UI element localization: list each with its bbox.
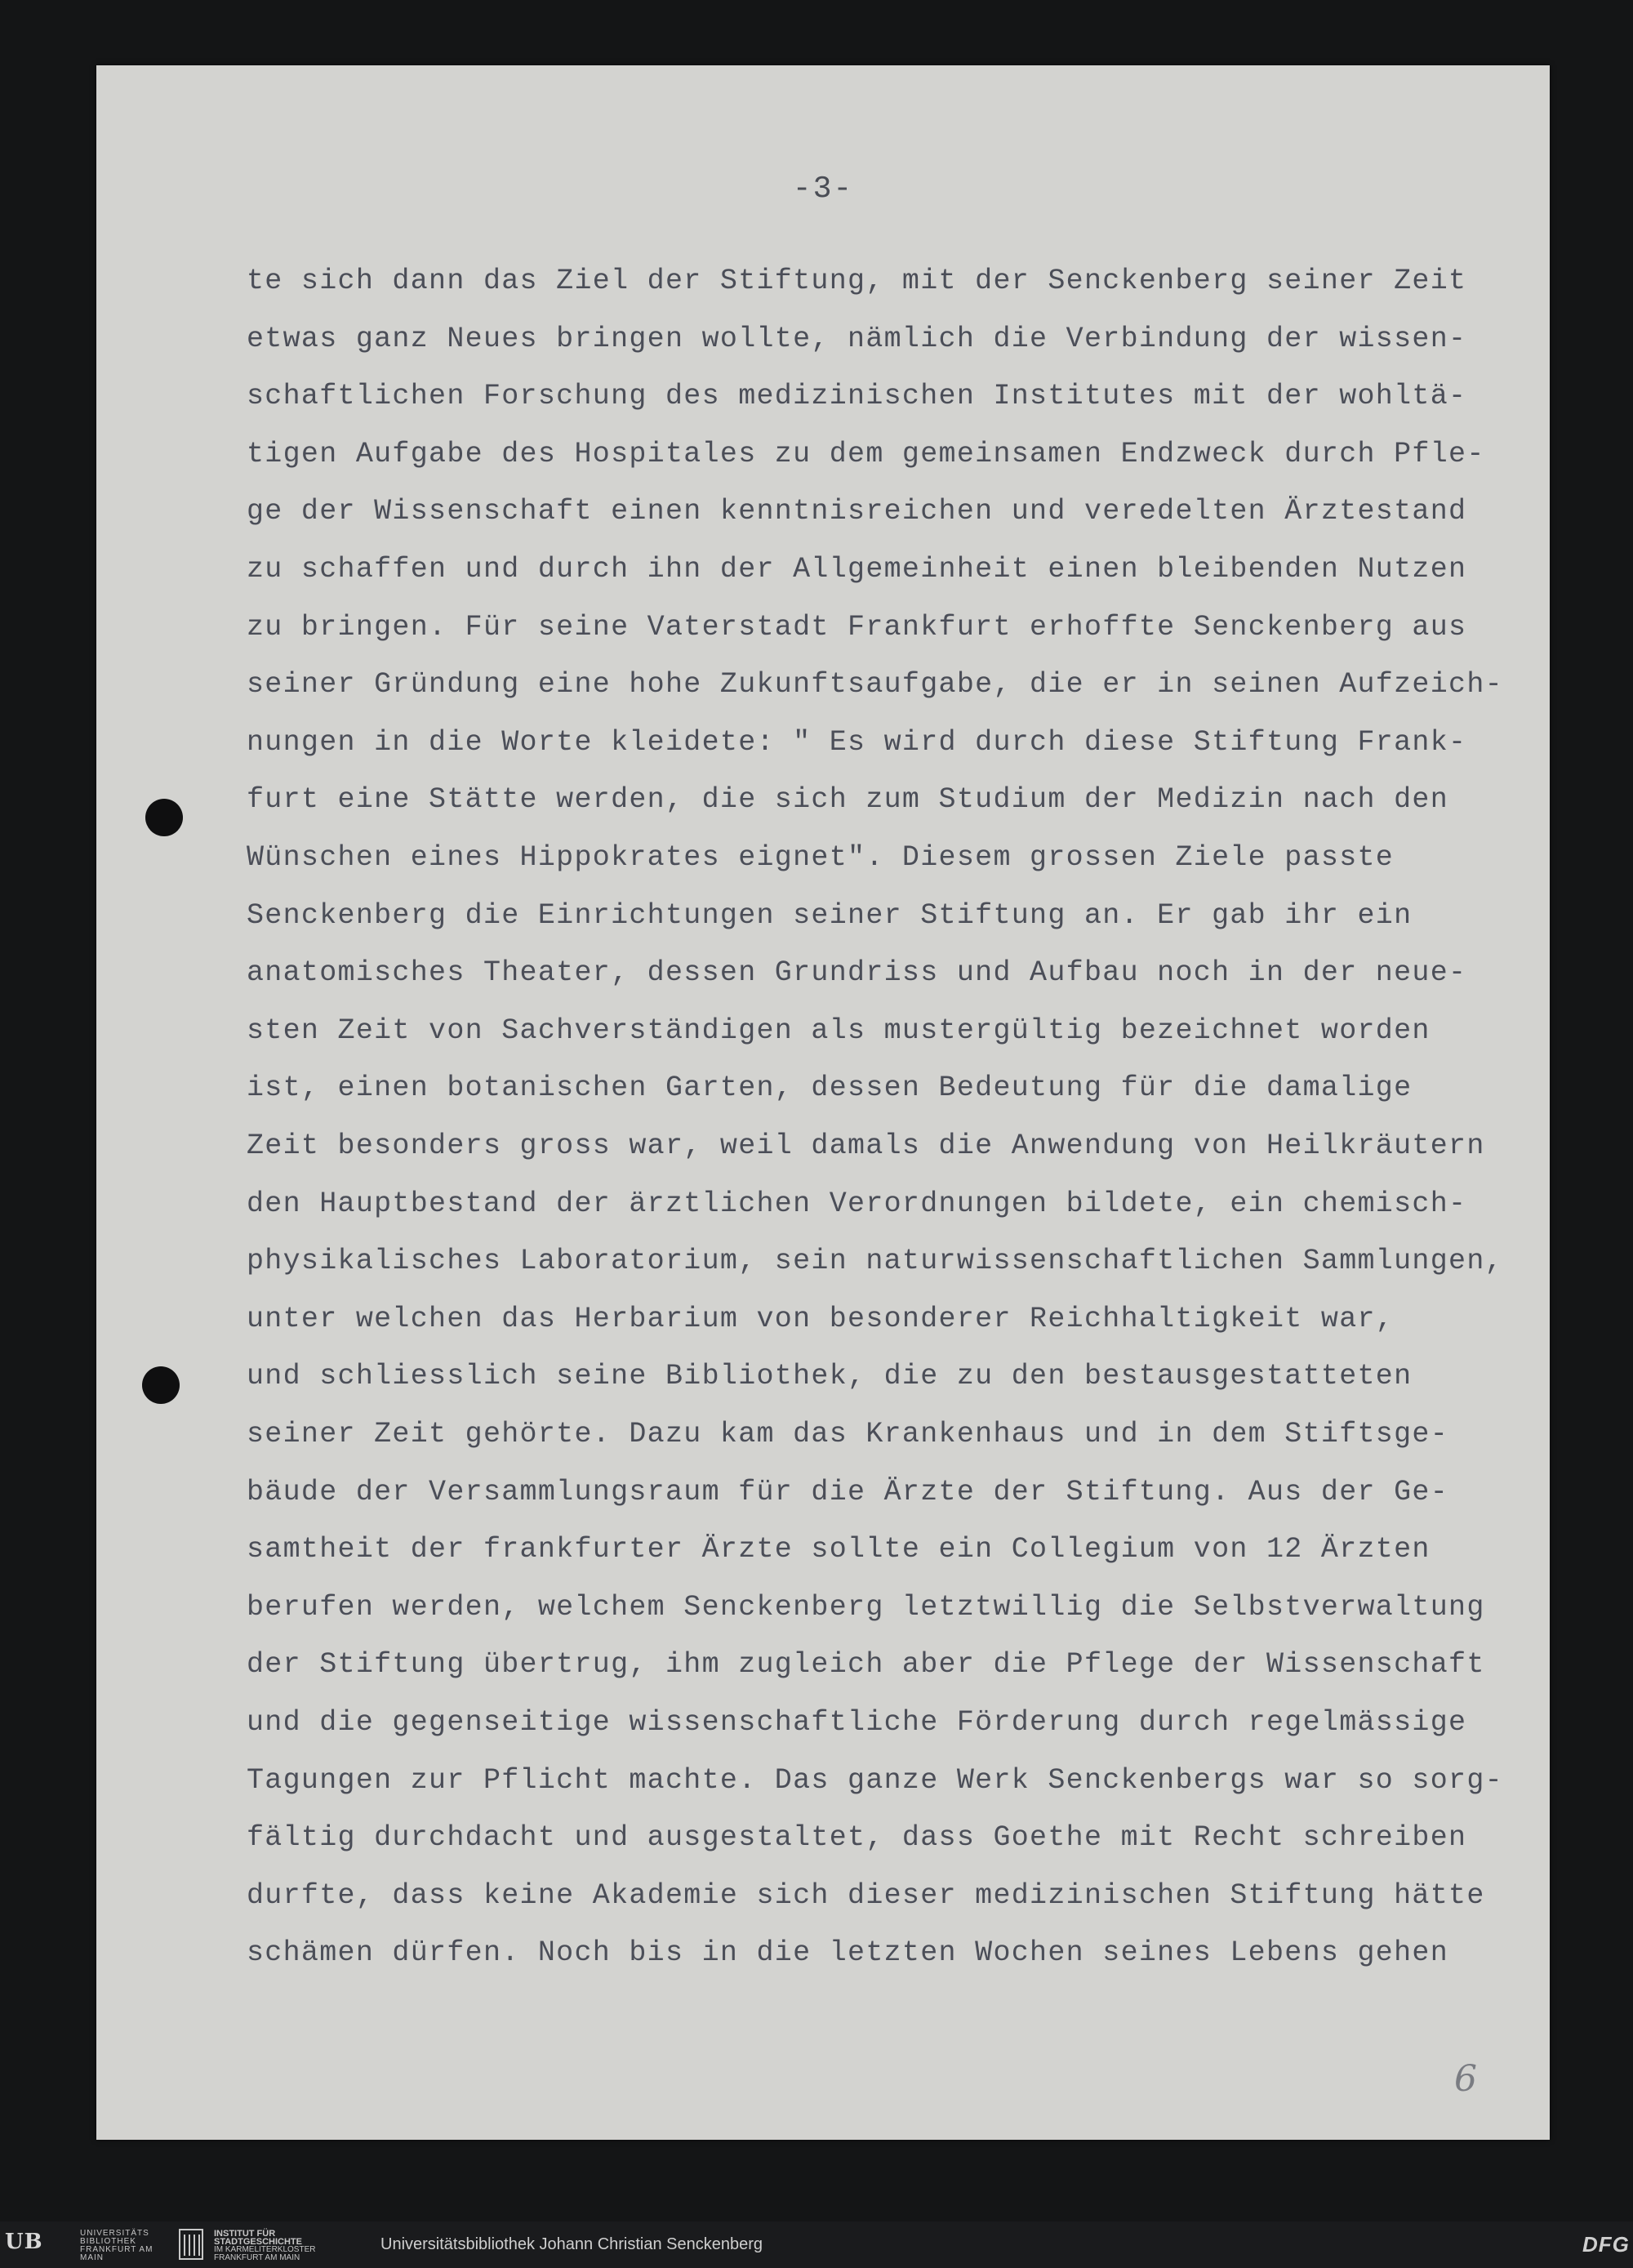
- punch-hole-lower: [142, 1366, 180, 1404]
- dfg-logo: DFG: [1582, 2232, 1630, 2257]
- text-line: anatomisches Theater, dessen Grundriss und Aufbau noch in der neue-: [247, 956, 1467, 990]
- text-line: berufen werden, welchem Senckenberg letztwillig die Selbstverwaltung: [247, 1590, 1485, 1624]
- text-line: Tagungen zur Pflicht machte. Das ganze Werk Senckenbergs war so sorg-: [247, 1763, 1503, 1797]
- punch-hole-upper: [145, 799, 183, 836]
- ub-logo-line: UNIVERSITÄTS: [80, 2229, 149, 2238]
- text-line: te sich dann das Ziel der Stiftung, mit der Senckenberg seiner Zeit: [247, 265, 1467, 297]
- isg-logo-text: [214, 2230, 345, 2262]
- document-page: [96, 65, 1550, 2140]
- text-line: schaftlichen Forschung des medizinischen Institutes mit der wohltä-: [247, 380, 1467, 413]
- text-line: seiner Gründung eine hohe Zukunftsaufgabe, die er in seinen Aufzeich-: [247, 668, 1503, 702]
- isg-logo-line: IM KARMELITERKLOSTER: [214, 2245, 316, 2254]
- text-line: physikalisches Laboratorium, sein naturwissenschaftlichen Sammlungen,: [247, 1245, 1503, 1278]
- ub-logo-line: BIBLIOTHEK: [80, 2237, 136, 2246]
- handwritten-folio-number: 6: [1454, 2058, 1477, 2100]
- page-number: -3-: [792, 172, 854, 207]
- ub-logo: UB: [5, 2230, 43, 2254]
- text-line: nungen in die Worte kleidete: " Es wird durch diese Stiftung Frank-: [247, 725, 1467, 759]
- text-line: Zeit besonders gross war, weil damals die Anwendung von Heilkräutern: [247, 1130, 1485, 1162]
- text-line: fältig durchdacht und ausgestaltet, dass Goethe mit Recht schreiben: [247, 1821, 1467, 1855]
- ub-logo-line: FRANKFURT AM MAIN: [80, 2245, 154, 2262]
- text-line: zu schaffen und durch ihn der Allgemeinheit einen bleibenden Nutzen: [247, 553, 1467, 586]
- text-line: etwas ganz Neues bringen wollte, nämlich die Verbindung der wissen-: [247, 322, 1467, 355]
- footer-caption: Universitätsbibliothek Johann Christian Senckenberg: [380, 2235, 763, 2253]
- ub-logo-text: [80, 2230, 170, 2262]
- text-line: Senckenberg die Einrichtungen seiner Stiftung an. Er gab ihr ein: [247, 898, 1413, 932]
- text-line: bäude der Versammlungsraum für die Ärzte der Stiftung. Aus der Ge-: [247, 1475, 1449, 1508]
- text-line: Wünschen eines Hippokrates eignet". Diesem grossen Ziele passte: [247, 841, 1395, 874]
- text-line: sten Zeit von Sachverständigen als mustergültig bezeichnet worden: [247, 1014, 1431, 1047]
- isg-logo-line: INSTITUT FÜR: [214, 2229, 276, 2239]
- text-line: und schliesslich seine Bibliothek, die zu den bestausgestatteten: [247, 1360, 1413, 1393]
- isg-logo-line: FRANKFURT AM MAIN: [214, 2253, 300, 2262]
- text-line: den Hauptbestand der ärztlichen Verordnungen bildete, ein chemisch-: [247, 1187, 1467, 1220]
- text-line: tigen Aufgabe des Hospitales zu dem gemeinsamen Endzweck durch Pfle-: [247, 437, 1485, 470]
- text-line: der Stiftung übertrug, ihm zugleich aber die Pflege der Wissenschaft: [247, 1648, 1485, 1682]
- text-line: unter welchen das Herbarium von besonderer Reichhaltigkeit war,: [247, 1302, 1395, 1335]
- text-line: und die gegenseitige wissenschaftliche Förderung durch regelmässige: [247, 1706, 1467, 1739]
- isg-logo-line: STADTGESCHICHTE: [214, 2237, 302, 2247]
- footer-bar: [0, 2221, 1633, 2268]
- text-line: furt eine Stätte werden, die sich zum Studium der Medizin nach den: [247, 783, 1449, 817]
- text-line: zu bringen. Für seine Vaterstadt Frankfurt erhoffte Senckenberg aus: [247, 610, 1467, 644]
- text-line: schämen dürfen. Noch bis in die letzten Wochen seines Lebens gehen: [247, 1936, 1449, 1970]
- isg-logo-icon: [178, 2228, 204, 2261]
- text-line: seiner Zeit gehörte. Dazu kam das Krankenhaus und in dem Stiftsge-: [247, 1418, 1449, 1450]
- text-line: samtheit der frankfurter Ärzte sollte ein Collegium von 12 Ärzten: [247, 1533, 1431, 1566]
- text-line: durfte, dass keine Akademie sich dieser medizinischen Stiftung hätte: [247, 1878, 1485, 1912]
- text-line: ist, einen botanischen Garten, dessen Bedeutung für die damalige: [247, 1072, 1413, 1105]
- text-line: ge der Wissenschaft einen kenntnisreichen und veredelten Ärztestand: [247, 495, 1467, 528]
